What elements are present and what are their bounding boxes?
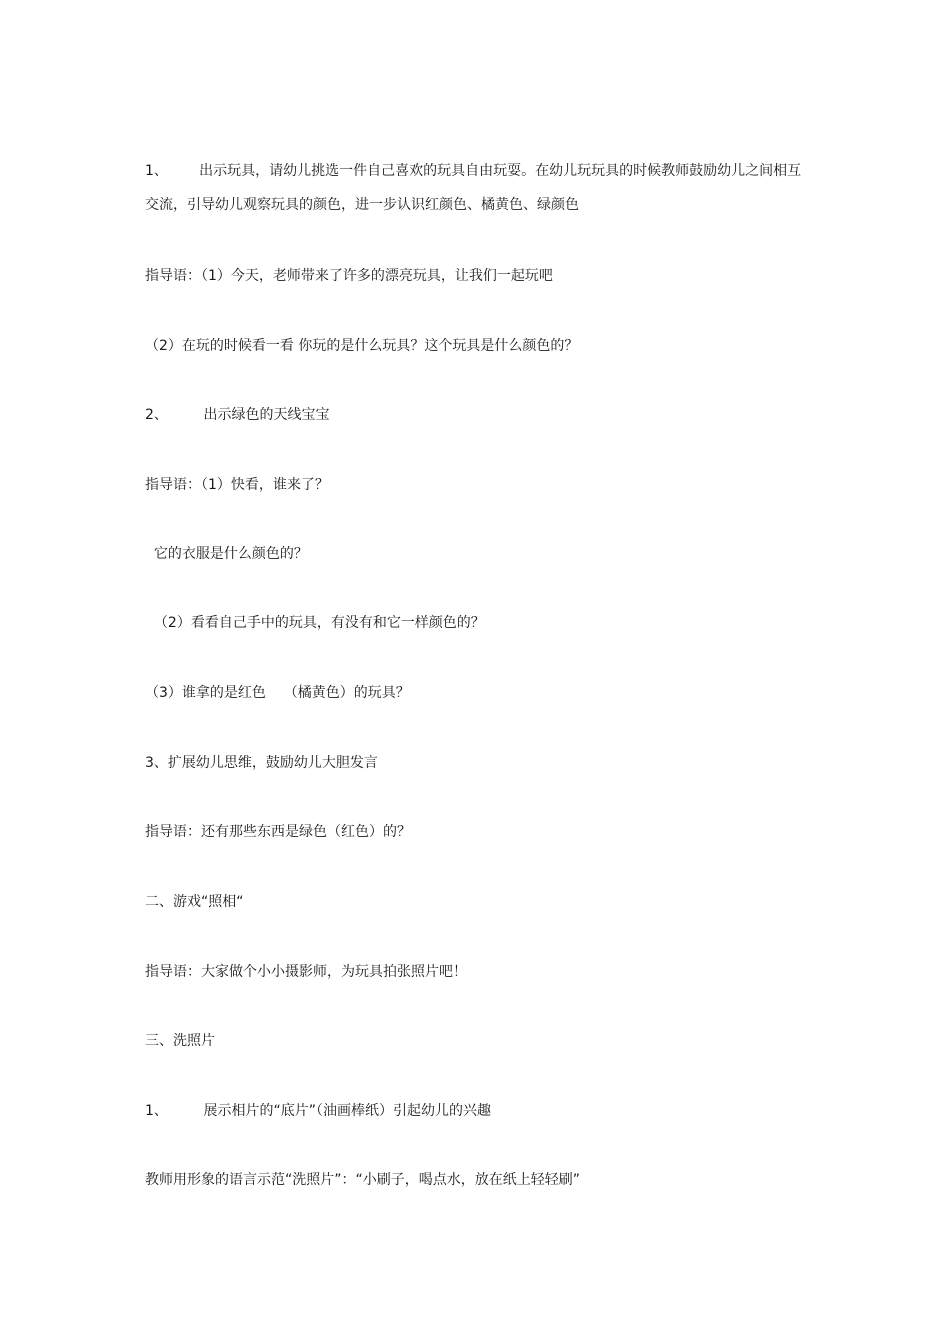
paragraph-text: 出示玩具，请幼儿挑选一件自己喜欢的玩具自由玩耍。在幼儿玩玩具的时候教师鼓励幼儿之间相互交流，引导幼儿观察玩具的颜色，进一步认识红颜色、橘黄色、绿颜色 (145, 163, 802, 213)
paragraph-photos-step-1 (145, 1094, 810, 1128)
paragraph-guide-2: 指导语：（1）快看，谁来了？ (145, 477, 329, 493)
paragraph-step-2 (145, 398, 810, 432)
paragraph-teacher-demo: 教师用形象的语言示范“洗照片”：“小刷子，喝点水，放在纸上轻轻刷” (145, 1172, 581, 1188)
paragraph-step-3: 3、扩展幼儿思维，鼓励幼儿大胆发言 (145, 755, 378, 771)
step-number: 1、 (145, 163, 168, 179)
paragraph-step-1 (145, 154, 810, 222)
paragraph-guide-game: 指导语：大家做个小小摄影师，为玩具拍张照片吧！ (145, 964, 467, 980)
section-heading-game: 二、游戏“照相“ (145, 894, 244, 910)
paragraph-guide-1: 指导语：（1）今天，老师带来了许多的漂亮玩具，让我们一起玩吧 (145, 268, 553, 284)
paragraph-guide-1-2: （2）在玩的时候看一看 你玩的是什么玩具？这个玩具是什么颜色的？ (145, 338, 579, 354)
paragraph-text: 展示相片的“底片”（油画棒纸）引起幼儿的兴趣 (203, 1103, 492, 1119)
step-number: 2、 (145, 407, 168, 423)
paragraph-guide-3: 指导语：还有那些东西是绿色（红色）的？ (145, 824, 411, 840)
paragraph-guide-2-3: （3）谁拿的是红色 （橘黄色）的玩具？ (145, 685, 410, 701)
paragraph-guide-2-2: （2）看看自己手中的玩具，有没有和它一样颜色的？ (145, 615, 485, 631)
paragraph-guide-2-question: 它的衣服是什么颜色的？ (145, 546, 308, 562)
section-heading-photos: 三、洗照片 (145, 1033, 215, 1049)
paragraph-text: 出示绿色的天线宝宝 (203, 407, 330, 423)
step-number: 1、 (145, 1103, 168, 1119)
